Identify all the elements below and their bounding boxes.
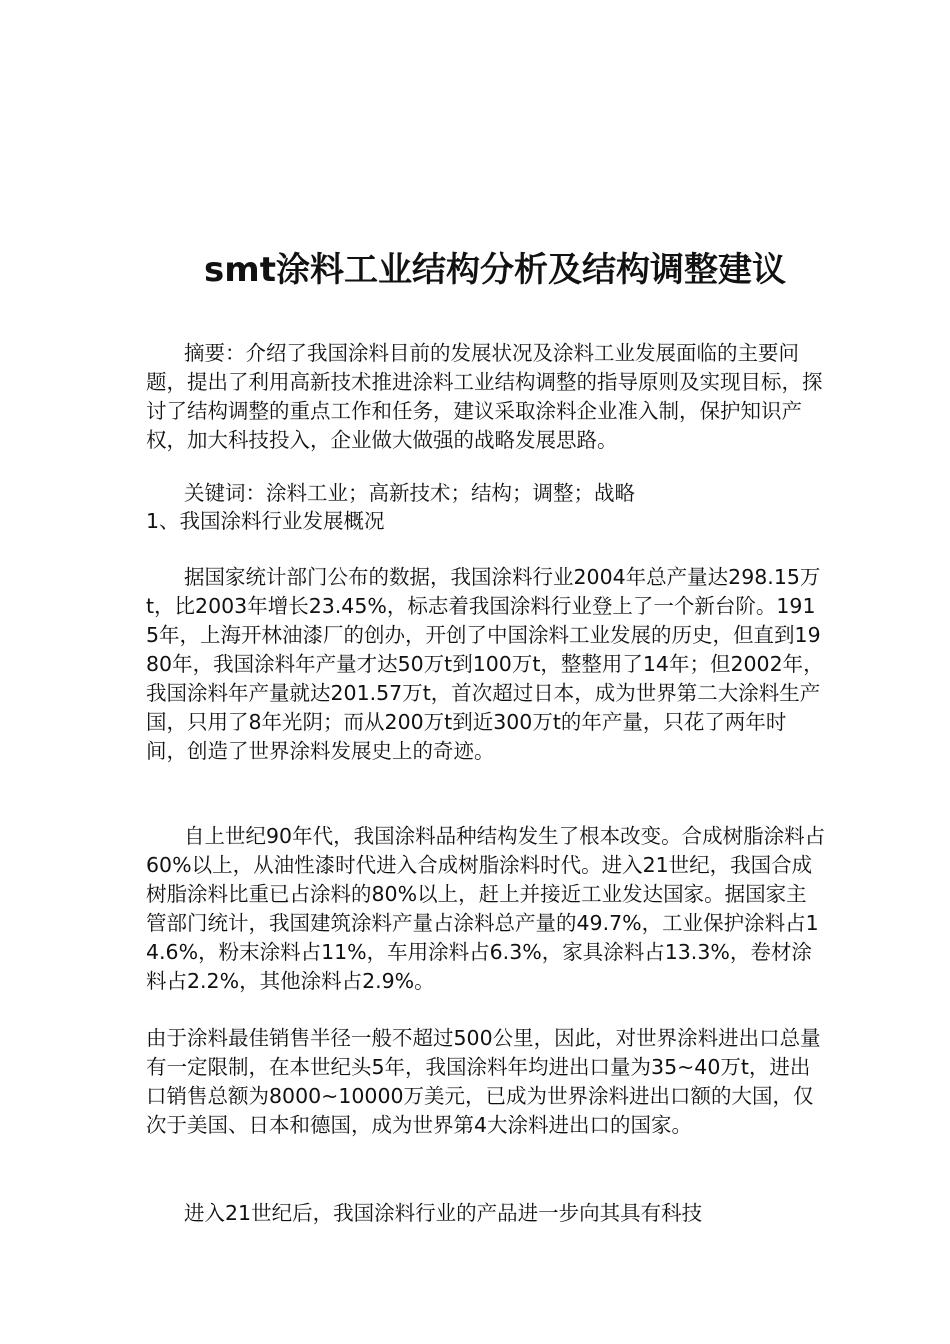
section-heading: 1、我国涂料行业发展概况: [146, 509, 385, 533]
keywords-line: 关键词：涂料工业；高新技术；结构；调整；战略: [184, 481, 635, 505]
body-paragraph-4: 进入21世纪后，我国涂料行业的产品进一步向其具有科技: [184, 1201, 703, 1225]
body-paragraph-2: 自上世纪90年代，我国涂料品种结构发生了根本改变。合成树脂涂料占60%以上，从油性漆时代进入合成树脂涂料时代。进入21世纪，我国合成树脂涂料比重已占涂料的80%以上，赶上并接近工业发达国家。据国家主管部门统计，我国建筑涂料产量占涂料总产量的49.7%，工业保护涂料占14.6%，粉末涂料占11%，车用涂料占6.3%，家具涂料占13.3%，卷材涂料占2.2%，其他涂料占2.9%。: [146, 824, 826, 993]
abstract-paragraph: 摘要：介绍了我国涂料目前的发展状况及涂料工业发展面临的主要问题，提出了利用高新技术推进涂料工业结构调整的指导原则及实现目标，探讨了结构调整的重点工作和任务，建议采取涂料企业准入制，保护知识产权，加大科技投入，企业做大做强的战略发展思路。: [146, 341, 823, 452]
body-paragraph-3: 由于涂料最佳销售半径一般不超过500公里，因此，对世界涂料进出口总量有一定限制，在本世纪头5年，我国涂料年均进出口量为35~40万t，进出口销售总额为8000~10000万美元，已成为世界涂料进出口额的大国，仅次于美国、日本和德国，成为世界第4大涂料进出口的国家。: [146, 1026, 821, 1137]
document-title: smt涂料工业结构分析及结构调整建议: [204, 250, 786, 290]
body-paragraph-1: 据国家统计部门公布的数据，我国涂料行业2004年总产量达298.15万t，比2003年增长23.45%，标志着我国涂料行业登上了一个新台阶。1915年，上海开林油漆厂的创办，开创了中国涂料工业发展的历史，但直到1980年，我国涂料年产量才达50万t到100万t，整整用了14年；但2002年，我国涂料年产量就达201.57万t，首次超过日本，成为世界第二大涂料生产国，只用了8年光阴；而从200万t到近300万t的年产量，只花了两年时间，创造了世界涂料发展史上的奇迹。: [146, 565, 824, 763]
